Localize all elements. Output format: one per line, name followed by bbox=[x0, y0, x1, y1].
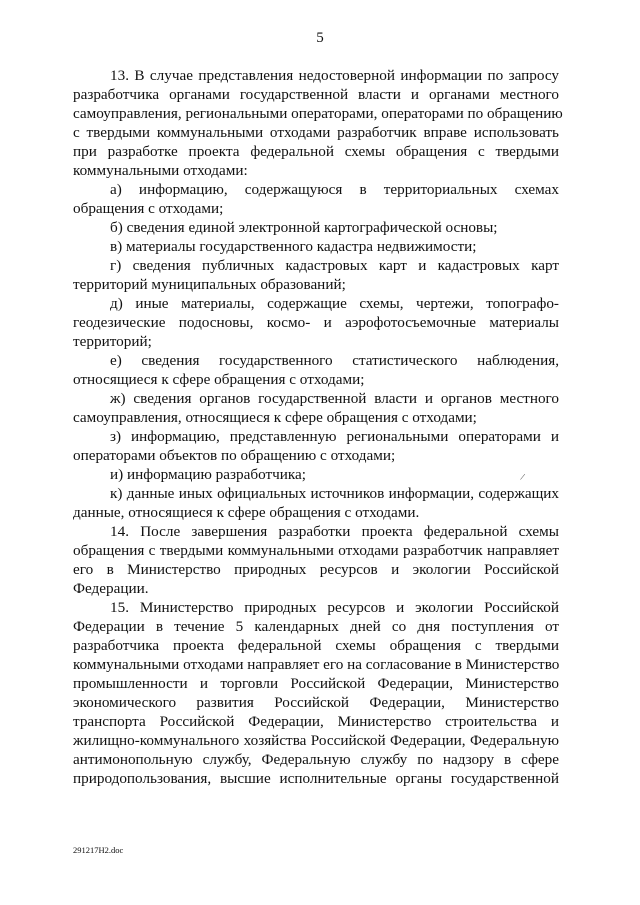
text-line: ж) сведения органов государственной власти и органов местного bbox=[110, 390, 559, 407]
text-line: д) иные материалы, содержащие схемы, чертежи, топографо- bbox=[110, 295, 559, 312]
text-line: разработчика проекта федеральной схемы обращения с твердыми bbox=[73, 637, 559, 654]
text-line: к) данные иных официальных источников информации, содержащих bbox=[110, 485, 559, 502]
text-line: з) информацию, представленную региональными операторами и bbox=[110, 428, 559, 445]
text-line: 14. После завершения разработки проекта федеральной схемы bbox=[110, 523, 559, 540]
text-line: экономического развития Российской Федерации, Министерство bbox=[73, 694, 559, 711]
text-line: самоуправления, региональными операторами, операторами по обращению bbox=[73, 105, 563, 122]
text-line: относящиеся к сфере обращения с отходами; bbox=[73, 371, 365, 388]
stray-pen-mark: / bbox=[519, 471, 526, 484]
text-line: его в Министерство природных ресурсов и экологии Российской bbox=[73, 561, 559, 578]
document-body bbox=[73, 66, 563, 788]
text-line: коммунальными отходами: bbox=[73, 162, 248, 179]
text-line: 13. В случае представления недостоверной информации по запросу bbox=[110, 67, 559, 84]
text-line: самоуправления, относящиеся к сфере обращения с отходами; bbox=[73, 409, 477, 426]
page-number: 5 bbox=[316, 30, 324, 46]
text-line: разработчика органами государственной власти и органами местного bbox=[73, 86, 559, 103]
text-line: транспорта Российской Федерации, Министерство строительства и bbox=[73, 713, 559, 730]
text-line: данные, относящиеся к сфере обращения с отходами. bbox=[73, 504, 420, 521]
text-line: при разработке проекта федеральной схемы обращения с твердыми bbox=[73, 143, 559, 160]
text-line: природопользования, высшие исполнительные органы государственной bbox=[73, 770, 559, 787]
text-line: с твердыми коммунальными отходами разработчик вправе использовать bbox=[73, 124, 559, 141]
text-line: территорий муниципальных образований; bbox=[73, 276, 346, 293]
text-line: в) материалы государственного кадастра недвижимости; bbox=[110, 238, 477, 255]
text-line: операторами объектов по обращению с отходами; bbox=[73, 447, 396, 464]
text-line: и) информацию разработчика; bbox=[110, 466, 306, 483]
text-line: 15. Министерство природных ресурсов и экологии Российской bbox=[110, 599, 559, 616]
text-line: антимонопольную службу, Федеральную службу по надзору в сфере bbox=[73, 751, 559, 768]
text-line: г) сведения публичных кадастровых карт и кадастровых карт bbox=[110, 257, 559, 274]
text-line: промышленности и торговли Российской Федерации, Министерство bbox=[73, 675, 559, 692]
text-line: жилищно-коммунального хозяйства Российской Федерации, Федеральную bbox=[73, 732, 559, 749]
text-line: б) сведения единой электронной картографической основы; bbox=[110, 219, 498, 236]
text-line: обращения с твердыми коммунальными отходами разработчик направляет bbox=[73, 542, 559, 559]
text-line: а) информацию, содержащуюся в территориальных схемах bbox=[110, 181, 559, 198]
text-line: Федерации. bbox=[73, 580, 149, 597]
text-line: территорий; bbox=[73, 333, 152, 350]
text-line: Федерации в течение 5 календарных дней со дня поступления от bbox=[73, 618, 559, 635]
footer-file-code: 291217Н2.doc bbox=[73, 845, 124, 855]
text-line: е) сведения государственного статистического наблюдения, bbox=[110, 352, 559, 369]
text-line: геодезические подосновы, космо- и аэрофотосъемочные материалы bbox=[73, 314, 559, 331]
text-line: обращения с отходами; bbox=[73, 200, 224, 217]
text-line: коммунальными отходами направляет его на согласование в Министерство bbox=[73, 656, 560, 673]
